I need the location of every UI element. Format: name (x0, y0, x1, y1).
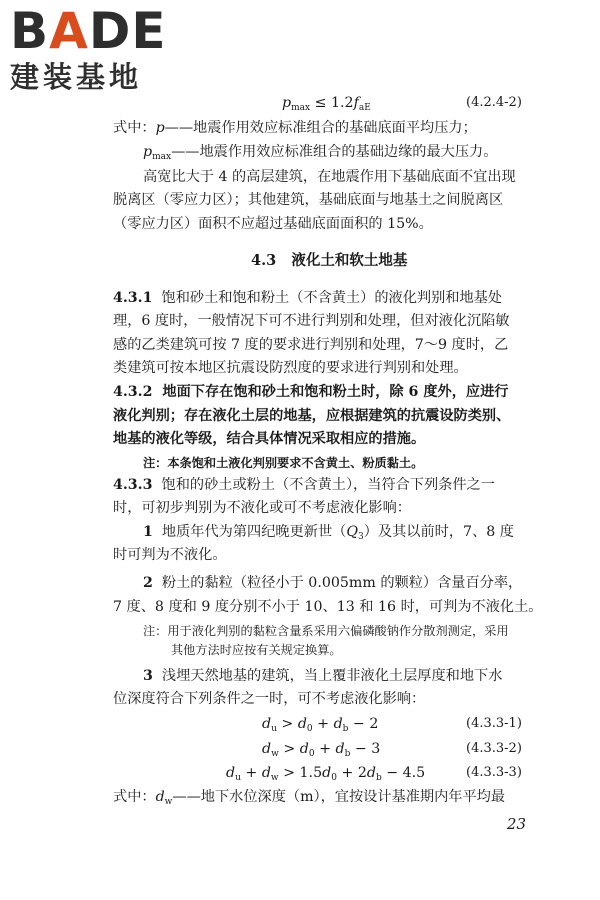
page-number: 23 (506, 815, 526, 833)
item-line: 7 度、8 度和 9 度分别不小于 10、13 和 16 时，可判为不液化土。 (113, 599, 543, 615)
clause-line: 感的乙类建筑可按 7 度的要求进行判别和处理，7～9 度时，乙 (113, 337, 509, 353)
logo-subtitle: 建装基地 (10, 60, 143, 94)
equation-4-2-4-2: $p_{max} \le 1.2f_{aE}$ (282, 95, 371, 113)
clause-line: 液化判别；存在液化土层的地基，应根据建筑的抗震设防类别、 (113, 408, 511, 424)
where-p-definition: 式中：p——地震作用效应标准组合的基础底面平均压力； (113, 120, 477, 136)
clause-4-3-3: 4.3.3 饱和的砂土或粉土（不含黄土），当符合下列条件之一 (113, 477, 495, 493)
equation-number: (4.3.3-3) (466, 765, 522, 780)
item-1: 1 地质年代为第四纪晚更新世$(Q_3)$及其以前时，7、8 度 (143, 524, 514, 542)
section-heading: 4.3 液化土和软土地基 (251, 252, 408, 269)
equation-4-3-3-3: $d_u + d_w > 1.5d_0 + 2d_b - 4.5$ (226, 765, 426, 783)
logo-wordmark: BADE (10, 2, 167, 60)
clause-line: 地基的液化等级，结合具体情况采取相应的措施。 (113, 431, 426, 447)
equation-number: (4.3.3-1) (466, 716, 522, 731)
clause-4-3-2: 4.3.2 地面下存在饱和砂土和饱和粉土时，除 6 度外，应进行 (113, 384, 509, 400)
item-note: 注：用于液化判别的黏粒含量系采用六偏磷酸钠作分散剂测定，采用 (143, 624, 509, 638)
clause-4-3-1: 4.3.1 饱和砂土和饱和粉土（不含黄土）的液化判别和地基处 (113, 290, 503, 306)
clause-line: 理，6 度时，一般情况下可不进行判别和处理，但对液化沉陷敏 (113, 313, 510, 329)
paragraph-line: 脱离区（零应力区）；其他建筑，基础底面与地基土之间脱离区 (113, 192, 504, 208)
paragraph-line: （零应力区）面积不应超过基础底面面积的 15%。 (113, 216, 433, 232)
paragraph-line: 高宽比大于 4 的高层建筑，在地震作用下基础底面不宜出现 (143, 169, 516, 185)
brand-logo (10, 2, 180, 94)
item-line: 时可判为不液化。 (113, 547, 227, 563)
item-3: 3 浅埋天然地基的建筑，当上覆非液化土层厚度和地下水 (143, 668, 503, 684)
equation-number: (4.3.3-2) (466, 741, 522, 756)
equation-4-3-3-2: $d_w > d_0 + d_b - 3$ (262, 741, 381, 759)
equation-4-3-3-1: $d_u > d_0 + d_b - 2$ (262, 716, 379, 734)
item-2: 2 粉土的黏粒（粒径小于 0.005mm 的颗粒）含量百分率， (143, 575, 523, 591)
clause-note: 注：本条饱和土液化判别要求不含黄土、粉质黏土。 (143, 456, 424, 470)
item-note: 其他方法时应按有关规定换算。 (171, 643, 342, 657)
equation-number: (4.2.4-2) (466, 95, 522, 110)
where-pmax-definition: $p_{max}——$地震作用效应标准组合的基础边缘的最大压力。 (143, 144, 498, 162)
item-line: 位深度符合下列条件之一时，可不考虑液化影响： (113, 691, 426, 707)
clause-line: 类建筑可按本地区抗震设防烈度的要求进行判别和处理。 (113, 360, 468, 376)
where-dw-definition: 式中：$d_w——$地下水位深度（m），宜按设计基准期内年平均最 (113, 789, 506, 807)
clause-line: 时，可初步判别为不液化或可不考虑液化影响： (113, 500, 411, 516)
